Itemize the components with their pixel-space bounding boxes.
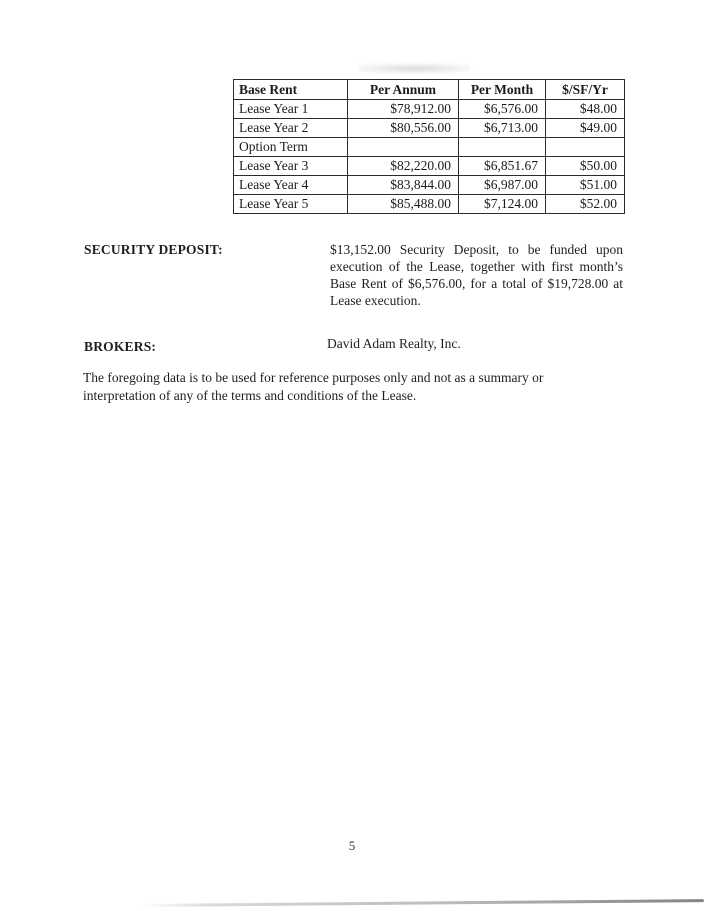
cell-lease-label: Lease Year 2 bbox=[234, 119, 348, 138]
cell-lease-label: Lease Year 3 bbox=[234, 157, 348, 176]
header-per-month: Per Month bbox=[459, 80, 546, 100]
disclaimer-text: The foregoing data is to be used for reference purposes only and not as a summary or interpretation of any of the terms and conditions of the Lease. bbox=[83, 370, 544, 403]
brokers-value: David Adam Realty, Inc. bbox=[327, 336, 461, 351]
cell-per-annum: $85,488.00 bbox=[348, 195, 459, 214]
cell-lease-label: Lease Year 1 bbox=[234, 100, 348, 119]
cell-per-month: $6,713.00 bbox=[459, 119, 546, 138]
cell-sf-yr: $51.00 bbox=[546, 176, 625, 195]
scan-smudge-artifact bbox=[358, 64, 470, 73]
cell-sf-yr: $49.00 bbox=[546, 119, 625, 138]
cell-lease-label: Lease Year 5 bbox=[234, 195, 348, 214]
cell-sf-yr: $52.00 bbox=[546, 195, 625, 214]
cell-per-month: $6,987.00 bbox=[459, 176, 546, 195]
table-header-row bbox=[234, 80, 625, 100]
table-row bbox=[234, 100, 625, 119]
header-sf-yr: $/SF/Yr bbox=[546, 80, 625, 100]
header-base-rent: Base Rent bbox=[234, 80, 348, 100]
cell-per-month: $7,124.00 bbox=[459, 195, 546, 214]
table-row bbox=[234, 176, 625, 195]
table-row bbox=[234, 157, 625, 176]
header-per-annum: Per Annum bbox=[348, 80, 459, 100]
cell-lease-label: Lease Year 4 bbox=[234, 176, 348, 195]
scan-edge-line-artifact bbox=[142, 899, 704, 907]
base-rent-table bbox=[233, 79, 625, 214]
cell-per-annum: $78,912.00 bbox=[348, 100, 459, 119]
cell-sf-yr bbox=[546, 138, 625, 157]
cell-per-annum bbox=[348, 138, 459, 157]
table-row bbox=[234, 119, 625, 138]
cell-per-annum: $82,220.00 bbox=[348, 157, 459, 176]
cell-sf-yr: $48.00 bbox=[546, 100, 625, 119]
cell-per-month: $6,576.00 bbox=[459, 100, 546, 119]
cell-lease-label: Option Term bbox=[234, 138, 348, 157]
cell-per-month bbox=[459, 138, 546, 157]
cell-per-annum: $83,844.00 bbox=[348, 176, 459, 195]
table-row bbox=[234, 195, 625, 214]
cell-sf-yr: $50.00 bbox=[546, 157, 625, 176]
cell-per-month: $6,851.67 bbox=[459, 157, 546, 176]
security-deposit-label: SECURITY DEPOSIT: bbox=[84, 242, 223, 257]
table-row bbox=[234, 138, 625, 157]
brokers-label: BROKERS: bbox=[84, 339, 157, 354]
security-deposit-text: $13,152.00 Security Deposit, to be funded upon execution of the Lease, together with first month’s Base Rent of $6,576.00, for a total of $19,728.00 at Lease execution. bbox=[330, 242, 623, 308]
cell-per-annum: $80,556.00 bbox=[348, 119, 459, 138]
page-number: 5 bbox=[348, 838, 356, 853]
